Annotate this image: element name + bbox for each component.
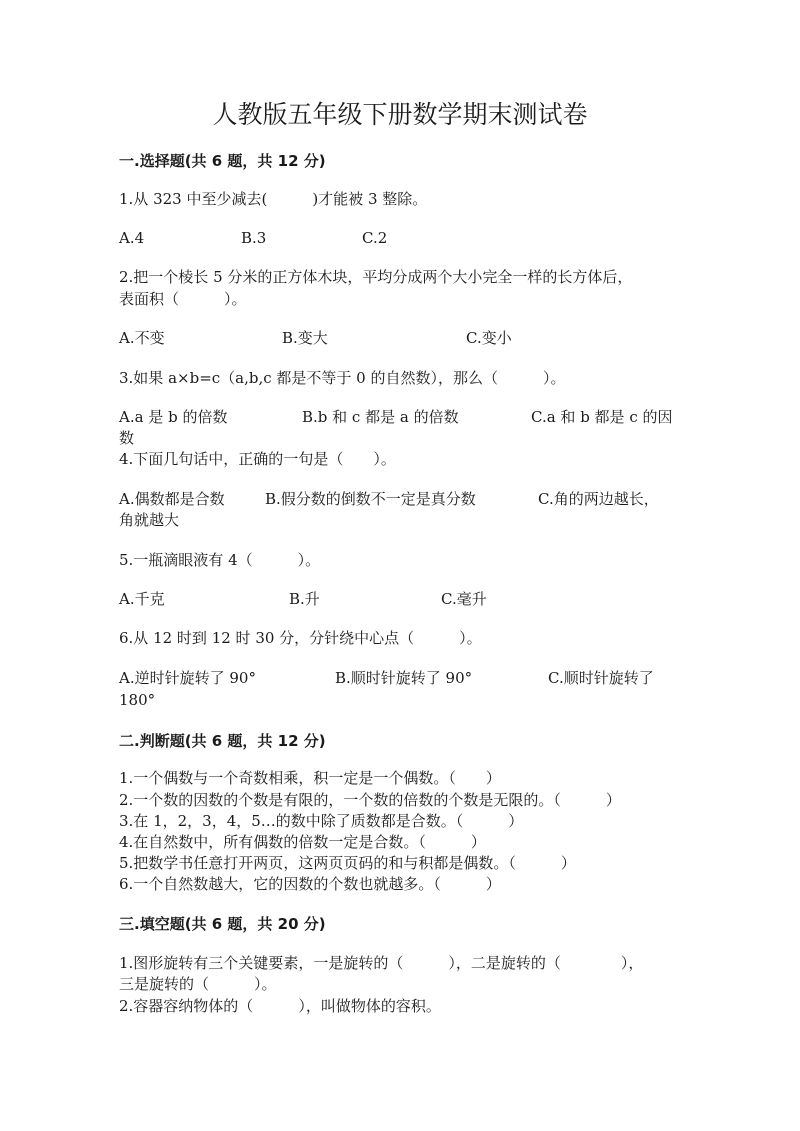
choice-3-option-c: C.a 和 b 都是 c 的因 (531, 408, 673, 426)
choice-6-option-c: C.顺时针旋转了 (548, 669, 654, 687)
choice-5-option-c: C.毫升 (441, 590, 487, 608)
choice-2-option-b: B.变大 (282, 329, 328, 347)
choice-2-option-c: C.变小 (466, 329, 512, 347)
choice-6-option-c-wrap: 180° (119, 691, 156, 709)
choice-question-6: 6.从 12 时到 12 时 30 分，分针绕中心点（ ）。 (119, 629, 482, 647)
section-heading-choice: 一.选择题(共 6 题，共 12 分) (119, 152, 326, 170)
section-heading-judge: 二.判断题(共 6 题，共 12 分) (119, 732, 326, 750)
choice-question-5: 5.一瓶滴眼液有 4（ ）。 (119, 551, 321, 569)
choice-question-1: 1.从 323 中至少减去( )才能被 3 整除。 (119, 190, 428, 208)
choice-question-2-line-1: 2.把一个棱长 5 分米的正方体木块，平均分成两个大小完全一样的长方体后， (119, 268, 633, 286)
section-heading-fill: 三.填空题(共 6 题，共 20 分) (119, 915, 326, 933)
choice-4-option-c-wrap: 角就越大 (119, 511, 180, 529)
choice-6-option-b: B.顺时针旋转了 90° (335, 669, 473, 687)
judge-item-3: 3.在 1，2，3，4，5…的数中除了质数都是合数。（ ） (119, 812, 524, 830)
fill-question-2: 2.容器容纳物体的（ ），叫做物体的容积。 (119, 997, 441, 1015)
page-title: 人教版五年级下册数学期末测试卷 (212, 100, 588, 129)
choice-3-option-c-wrap: 数 (119, 429, 135, 447)
choice-question-2-line-2: 表面积（ ）。 (119, 290, 247, 308)
fill-question-1-line-2: 三是旋转的（ ）。 (119, 975, 277, 993)
judge-item-1: 1.一个偶数与一个奇数相乘，积一定是一个偶数。（ ） (119, 769, 501, 787)
choice-question-4: 4.下面几句话中，正确的一句是（ ）。 (119, 450, 396, 468)
judge-item-6: 6.一个自然数越大，它的因数的个数也就越多。（ ） (119, 875, 501, 893)
choice-4-option-a: A.偶数都是合数 (119, 490, 225, 508)
judge-item-5: 5.把数学书任意打开两页，这两页页码的和与积都是偶数。（ ） (119, 854, 576, 872)
choice-question-3: 3.如果 a×b=c（a,b,c 都是不等于 0 的自然数），那么（ ）。 (119, 369, 566, 387)
choice-4-option-c: C.角的两边越长， (538, 490, 659, 508)
choice-1-option-b: B.3 (241, 229, 267, 247)
choice-2-option-a: A.不变 (119, 329, 165, 347)
choice-5-option-b: B.升 (289, 590, 320, 608)
fill-question-1-line-1: 1.图形旋转有三个关键要素，一是旋转的（ ），二是旋转的（ ）， (119, 954, 644, 972)
choice-6-option-a: A.逆时针旋转了 90° (119, 669, 256, 687)
judge-item-2: 2.一个数的因数的个数是有限的，一个数的倍数的个数是无限的。（ ） (119, 791, 621, 809)
judge-item-4: 4.在自然数中，所有偶数的倍数一定是合数。（ ） (119, 833, 486, 851)
choice-1-option-a: A.4 (119, 229, 145, 247)
choice-1-option-c: C.2 (362, 229, 388, 247)
choice-5-option-a: A.千克 (119, 590, 165, 608)
choice-4-option-b: B.假分数的倒数不一定是真分数 (265, 490, 476, 508)
choice-3-option-b: B.b 和 c 都是 a 的倍数 (302, 408, 459, 426)
choice-3-option-a: A.a 是 b 的倍数 (119, 408, 228, 426)
